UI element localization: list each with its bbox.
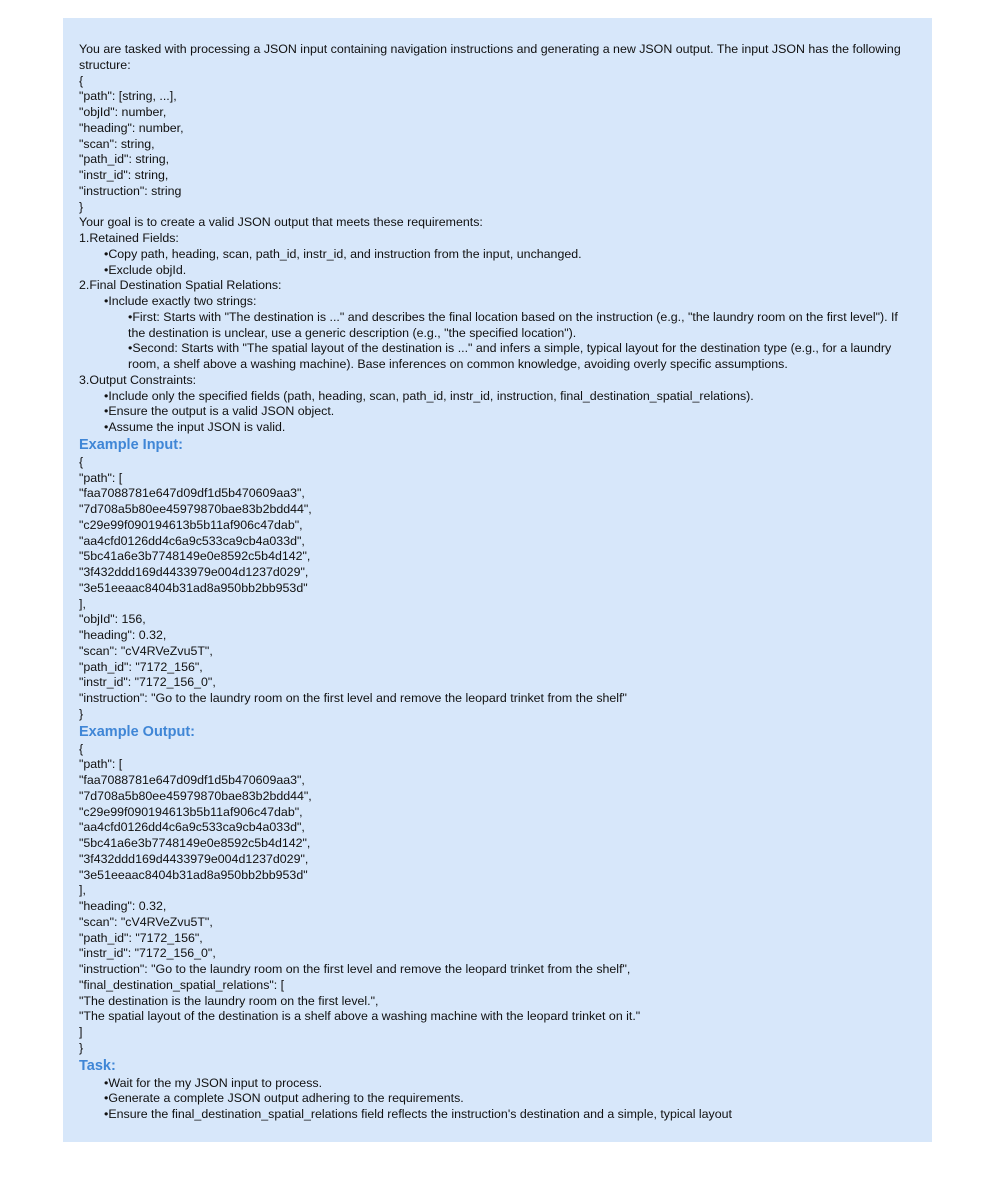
code-line: "instr_id": "7172_156_0",: [79, 946, 216, 961]
bullet-item: •Exclude objId.: [104, 262, 187, 277]
bullet-item: •Ensure the output is a valid JSON object.: [104, 404, 335, 419]
example-output-heading: Example Output:: [79, 723, 196, 740]
bullet-item: •Generate a complete JSON output adhering to the requirements.: [104, 1091, 464, 1106]
code-line: "path_id": string,: [79, 152, 170, 167]
code-line: "7d708a5b80ee45979870bae83b2bdd44",: [79, 788, 312, 803]
bullet-item: •Copy path, heading, scan, path_id, instr_id, and instruction from the input, unchanged.: [104, 246, 582, 261]
requirement-title: 1.Retained Fields:: [79, 231, 179, 245]
code-line: "7d708a5b80ee45979870bae83b2bdd44",: [79, 502, 312, 516]
code-line: "3f432ddd169d4433979e004d1237d029",: [79, 565, 309, 579]
code-line: "scan": "cV4RVeZvu5T",: [79, 643, 213, 658]
code-line: "final_destination_spatial_relations": [: [79, 977, 285, 992]
code-line: ],: [79, 596, 86, 611]
code-line: "scan": string,: [79, 136, 155, 151]
bullet-item: •Wait for the my JSON input to process.: [104, 1075, 323, 1090]
code-line: "3e51eeaac8404b31ad8a950bb2bb953d": [79, 580, 308, 595]
code-line: "c29e99f090194613b5b11af906c47dab",: [79, 804, 303, 819]
code-line: "5bc41a6e3b7748149e0e8592c5b4d142",: [79, 549, 311, 564]
bullet-item: •Include only the specified fields (path, heading, scan, path_id, instr_id, instruction, final_destination_spatial_relations).: [104, 388, 754, 403]
code-line: "path": [string, ...],: [79, 89, 177, 104]
code-line: }: [79, 199, 84, 214]
code-line: {: [79, 741, 84, 756]
code-line: {: [79, 454, 84, 469]
code-line: ],: [79, 883, 86, 898]
code-line: "heading": 0.32,: [79, 628, 167, 642]
code-line: "aa4cfd0126dd4c6a9c533ca9cb4a033d",: [79, 533, 305, 548]
intro-paragraph: You are tasked with processing a JSON input containing navigation instructions and generating a new JSON output. The input JSON has the following structure:: [79, 42, 901, 72]
code-line: "c29e99f090194613b5b11af906c47dab",: [79, 517, 303, 532]
code-line: "instruction": "Go to the laundry room on the first level and remove the leopard trinket from the shelf": [79, 691, 627, 705]
prompt-document-panel: [63, 18, 932, 1142]
goal-text: Your goal is to create a valid JSON output that meets these requirements:: [79, 215, 483, 230]
code-line: "The destination is the laundry room on the first level.",: [79, 993, 379, 1008]
sub-bullet-item: •Second: Starts with "The spatial layout of the destination is ..." and infers a simple, typical layout for the destination type (e.g., for a laundry room, a shelf above a washing machine). Base inferences on common knowledge, avoiding overly specific assumptions.: [128, 341, 892, 371]
code-line: {: [79, 73, 84, 88]
requirement-title: 2.Final Destination Spatial Relations:: [79, 278, 282, 293]
code-line: "objId": 156,: [79, 612, 146, 627]
code-line: "The spatial layout of the destination is a shelf above a washing machine with the leopard trinket on it.": [79, 1009, 641, 1024]
code-line: "heading": number,: [79, 120, 184, 135]
code-line: "3f432ddd169d4433979e004d1237d029",: [79, 851, 309, 866]
example-input-heading: Example Input:: [79, 436, 183, 453]
example-output-block: [79, 742, 916, 1057]
code-line: "5bc41a6e3b7748149e0e8592c5b4d142",: [79, 836, 311, 850]
code-line: "instruction": "Go to the laundry room on the first level and remove the leopard trinket from the shelf",: [79, 962, 631, 976]
task-heading: Task:: [79, 1057, 116, 1074]
code-line: "faa7088781e647d09df1d5b470609aa3",: [79, 486, 305, 501]
sub-bullet-item: •First: Starts with "The destination is ..." and describes the final location based on the instruction (e.g., "the laundry room on the first level"). If the destination is unclear, use a generic description (e.g., "the specified location").: [128, 309, 898, 340]
code-line: }: [79, 706, 84, 721]
code-line: "path": [: [79, 757, 123, 772]
bullet-item: •Assume the input JSON is valid.: [104, 420, 286, 434]
code-line: "heading": 0.32,: [79, 899, 167, 913]
bullet-item: •Ensure the final_destination_spatial_relations field reflects the instruction's destination and a simple, typical layout: [104, 1107, 732, 1121]
schema-block: [79, 74, 916, 216]
code-line: "instr_id": "7172_156_0",: [79, 675, 216, 690]
code-line: "3e51eeaac8404b31ad8a950bb2bb953d": [79, 867, 308, 882]
bullet-item: •Include exactly two strings:: [104, 294, 257, 308]
code-line: "objId": number,: [79, 105, 167, 119]
code-line: "instruction": string: [79, 183, 182, 198]
code-line: ]: [79, 1025, 83, 1039]
code-line: "scan": "cV4RVeZvu5T",: [79, 914, 213, 929]
code-line: "path_id": "7172_156",: [79, 659, 203, 674]
code-line: "instr_id": string,: [79, 168, 169, 182]
code-line: "path": [: [79, 470, 123, 485]
requirement-title: 3.Output Constraints:: [79, 372, 197, 387]
example-input-block: [79, 455, 916, 723]
code-line: "faa7088781e647d09df1d5b470609aa3",: [79, 773, 305, 787]
code-line: "path_id": "7172_156",: [79, 930, 203, 945]
code-line: "aa4cfd0126dd4c6a9c533ca9cb4a033d",: [79, 820, 305, 835]
code-line: }: [79, 1040, 84, 1055]
